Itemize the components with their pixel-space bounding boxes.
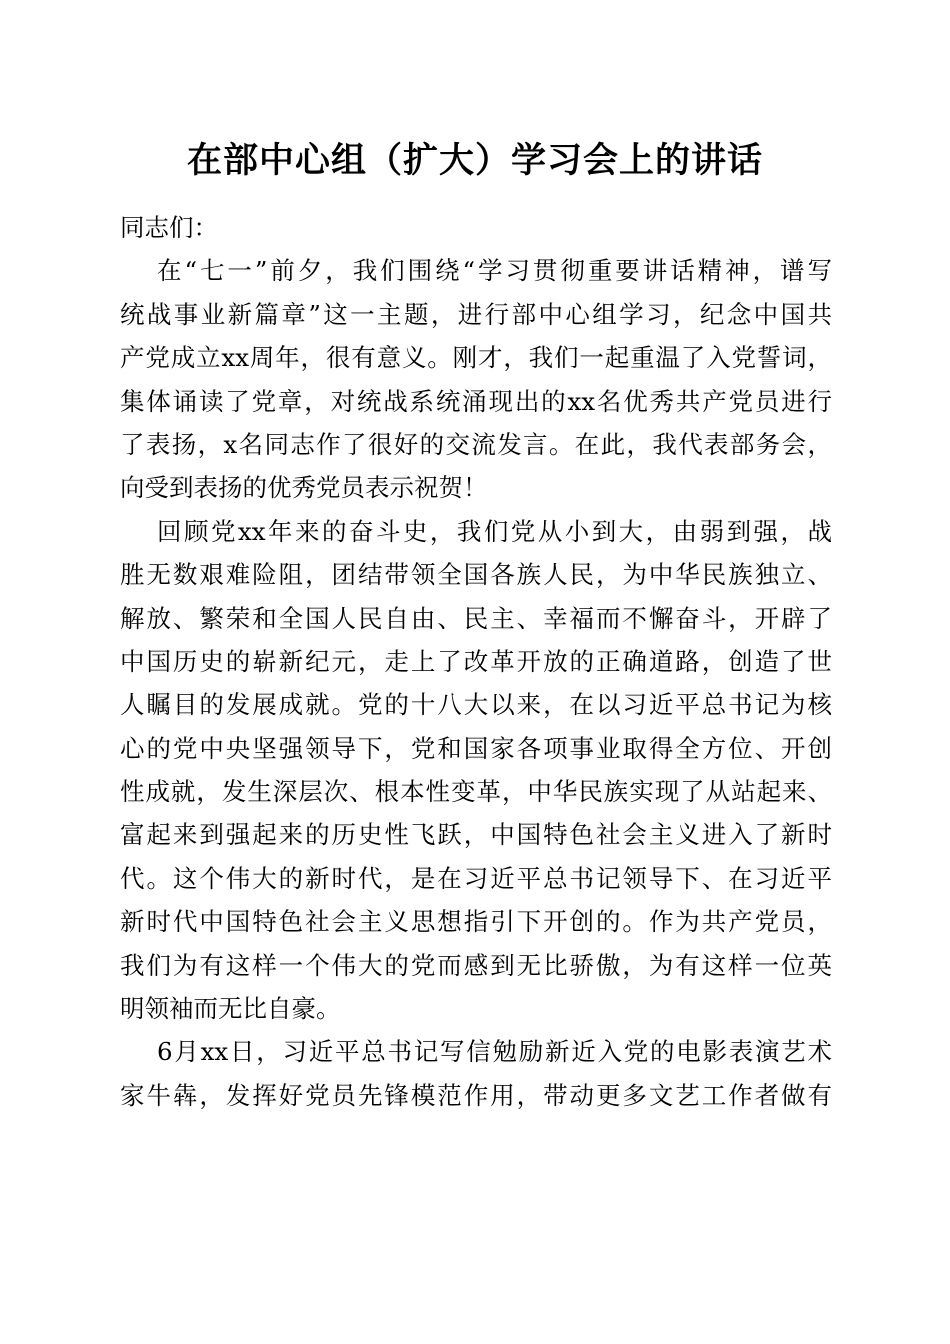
document-title: 在部中心组（扩大）学习会上的讲话 bbox=[186, 141, 763, 181]
paragraph-3-line-1: 6月xx日，习近平总书记写信勉励新近入党的电影表演艺术 bbox=[157, 1037, 832, 1067]
paragraph-2-line-9: 代。这个伟大的新时代，是在习近平总书记领导下、在习近平 bbox=[120, 863, 832, 893]
paragraph-3-line-2: 家牛犇，发挥好党员先锋模范作用，带动更多文艺工作者做有 bbox=[120, 1080, 832, 1110]
paragraph-2-line-11: 我们为有这样一个伟大的党而感到无比骄傲，为有这样一位英 bbox=[120, 950, 832, 980]
document-body bbox=[120, 206, 832, 1117]
paragraph-2-line-12: 明领袖而无比自豪。 bbox=[120, 994, 341, 1024]
paragraph-1-line-1: 在“七一”前夕，我们围绕“学习贯彻重要讲话精神，谱写 bbox=[157, 256, 832, 286]
paragraph-2-line-5: 人瞩目的发展成就。党的十八大以来，在以习近平总书记为核 bbox=[120, 690, 832, 720]
paragraph-2-line-7: 性成就，发生深层次、根本性变革，中华民族实现了从站起来、 bbox=[120, 777, 832, 807]
paragraph-2-line-4: 中国历史的崭新纪元，走上了改革开放的正确道路，创造了世 bbox=[120, 646, 832, 676]
paragraph-2-line-8: 富起来到强起来的历史性飞跃，中国特色社会主义进入了新时 bbox=[120, 820, 832, 850]
paragraph-1-line-4: 集体诵读了党章，对统战系统涌现出的xx名优秀共产党员进行 bbox=[120, 386, 832, 416]
paragraph-1-line-5: 了表扬，x名同志作了很好的交流发言。在此，我代表部务会， bbox=[120, 429, 832, 459]
paragraph-2-line-6: 心的党中央坚强领导下，党和国家各项事业取得全方位、开创 bbox=[120, 733, 832, 763]
paragraph-2-line-3: 解放、繁荣和全国人民自由、民主、幸福而不懈奋斗，开辟了 bbox=[120, 603, 832, 633]
salutation-line: 同志们： bbox=[120, 213, 218, 242]
paragraph-2-line-10: 新时代中国特色社会主义思想指引下开创的。作为共产党员， bbox=[120, 907, 832, 937]
paragraph-1-line-2: 统战事业新篇章”这一主题，进行部中心组学习，纪念中国共 bbox=[120, 299, 832, 329]
paragraph-1-line-6: 向受到表扬的优秀党员表示祝贺！ bbox=[120, 473, 488, 503]
paragraph-2-line-2: 胜无数艰难险阻，团结带领全国各族人民，为中华民族独立、 bbox=[120, 560, 832, 590]
paragraph-2-line-1: 回顾党xx年来的奋斗史，我们党从小到大，由弱到强，战 bbox=[157, 516, 832, 546]
paragraph-1-line-3: 产党成立xx周年，很有意义。刚才，我们一起重温了入党誓词， bbox=[120, 343, 832, 373]
